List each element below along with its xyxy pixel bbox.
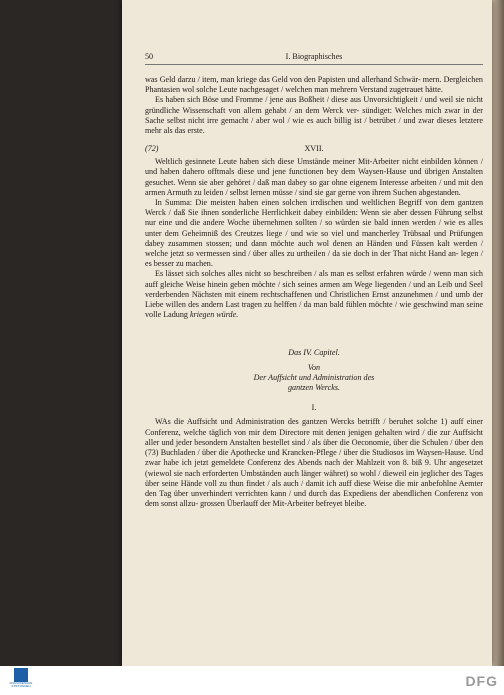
dfg-logo: DFG xyxy=(465,673,498,689)
subsection-number: I. xyxy=(311,403,317,413)
running-title: I. Biographisches xyxy=(285,52,343,61)
chapter-von: Von xyxy=(307,362,321,372)
page-content xyxy=(145,52,483,509)
paragraph-2: Es haben sich Böse und Fromme / jene aus Boßheit / diese aus Unvorsichtigkeit / und weil sie nicht gründliche Wissenschaft von allem gehabt / an dem Werck ver- sündiget: Welches mich zwar in der Sache selbst nicht irre gemacht / aber wol / wie es auch billig ist / betrübet / und zwar dieses letztere mehr als das erste. xyxy=(145,95,483,136)
chapter-label: Das IV. Capitel. xyxy=(288,348,340,358)
logo-mark-icon xyxy=(14,668,28,682)
header-rule xyxy=(145,64,483,65)
paragraph-3: Weltlich gesinnete Leute haben sich diese Umstände meiner Mit-Arbeiter nicht einbilden können / und haben dahero offtmals diese und jene functionen bey dem Waysen-Hause und übrigen Anstalten gesuchet. Wenn sie aber gehöret / daß man dabey so gar ohne eigenem Interesse arbeiten / und mit den armen Armuth zu leiden / selbst lernen müsse / sind sie gar gerne von ihrem Suchen abgestanden. xyxy=(145,157,483,197)
running-header xyxy=(145,52,483,63)
paragraph-1: was Geld darzu / item, man kriege das Geld von den Papisten und allerhand Schwär- mern. Dergleichen Phantasien wol solche Leute nachgesaget / welchen man mehrern Verstand zugetrauet hätte. xyxy=(145,75,483,95)
section-heading xyxy=(145,144,483,155)
paragraph-5: Es lässet sich solches alles nicht so beschreiben / als man es selbst erfahren würde / wenn man sich auff gleiche Weise hinein geben möchte / sich seines armen am Wege liegenden / und an Leib und Seel verderbenden Nächsten mit einem rechtschaffenen und Christlichen Ernst anzunehmen / und umb der Liebe willen des andern Last tragen zu helffen / da man bald fühlen möchte / wie geschwind man seine volle Ladung kriegen würde. xyxy=(145,269,484,320)
section-number: XVII. xyxy=(304,144,324,154)
paragraph-4: In Summa: Die meisten haben einen solchen irrdischen und weltlichen Begriff von dem gantzen Werck / daß Sie ihnen sonderliche Herrlichkeit dabey einbilden: Wenn sie aber dessen Führung selbst nur eine und die andere Woche übernehmen sollten / so würden sie bald innen werden / wie es alles unter dem Geheimniß des Creutzes liege / und wie so viel und mancherley Trübsaal und Prüfungen dabey zusammen stossen; und dann möchte auch wol denen an Händen und Füssen kalt werden / welche jetzt so vermessen sind / über alles zu urtheilen / da sie doch in der That nicht Hand an- legen / es besser zu machen. xyxy=(145,198,484,269)
logo-text: FRANCKESCHE STIFTUNGEN xyxy=(9,681,33,688)
franckesche-stiftungen-logo xyxy=(4,668,38,693)
paragraph-6: WAs die Auffsicht und Administration des gantzen Wercks betrifft / beruhet solche 1) auff einer Conferenz, welche täglich von mir dem Directore mit denen jenigen gehalten wird / die zur Auffsicht aller und jeder besondern Anstalten bestellet sind / als über die Oeconomie, über die Schulen / über den (73) Buchladen / über die Apothecke und Krancken-Pflege / über die Studiosos im Waysen-Hause. Und zwar habe ich jetzt gemeldete Conferenz des Abends nach der Mahlzeit von 8. biß 9. Uhr angesetzet (wiewol sie nach erforderten Umbständen auch länger währet) so wohl / dieweil ein jeglicher des Tages über seine Hände voll zu thun findet / als auch / damit ich auff diese Weise die mir anbefohlne Aemter den Tag über unverhindert verrichten kann / und durch das Expediens der abendlichen Conferenz von dem sonst allzu- grossen Überlauff der Mit-Arbeiter befreyet bleibe. xyxy=(145,417,483,509)
viewer-footer xyxy=(0,666,504,695)
chapter-heading xyxy=(145,348,483,393)
section-marker: (72) xyxy=(145,144,159,154)
chapter-title-line-2: gantzen Wercks. xyxy=(288,383,340,393)
page-number: 50 xyxy=(145,52,154,61)
chapter-title-line-1: Der Auffsicht und Administration des xyxy=(253,372,375,382)
